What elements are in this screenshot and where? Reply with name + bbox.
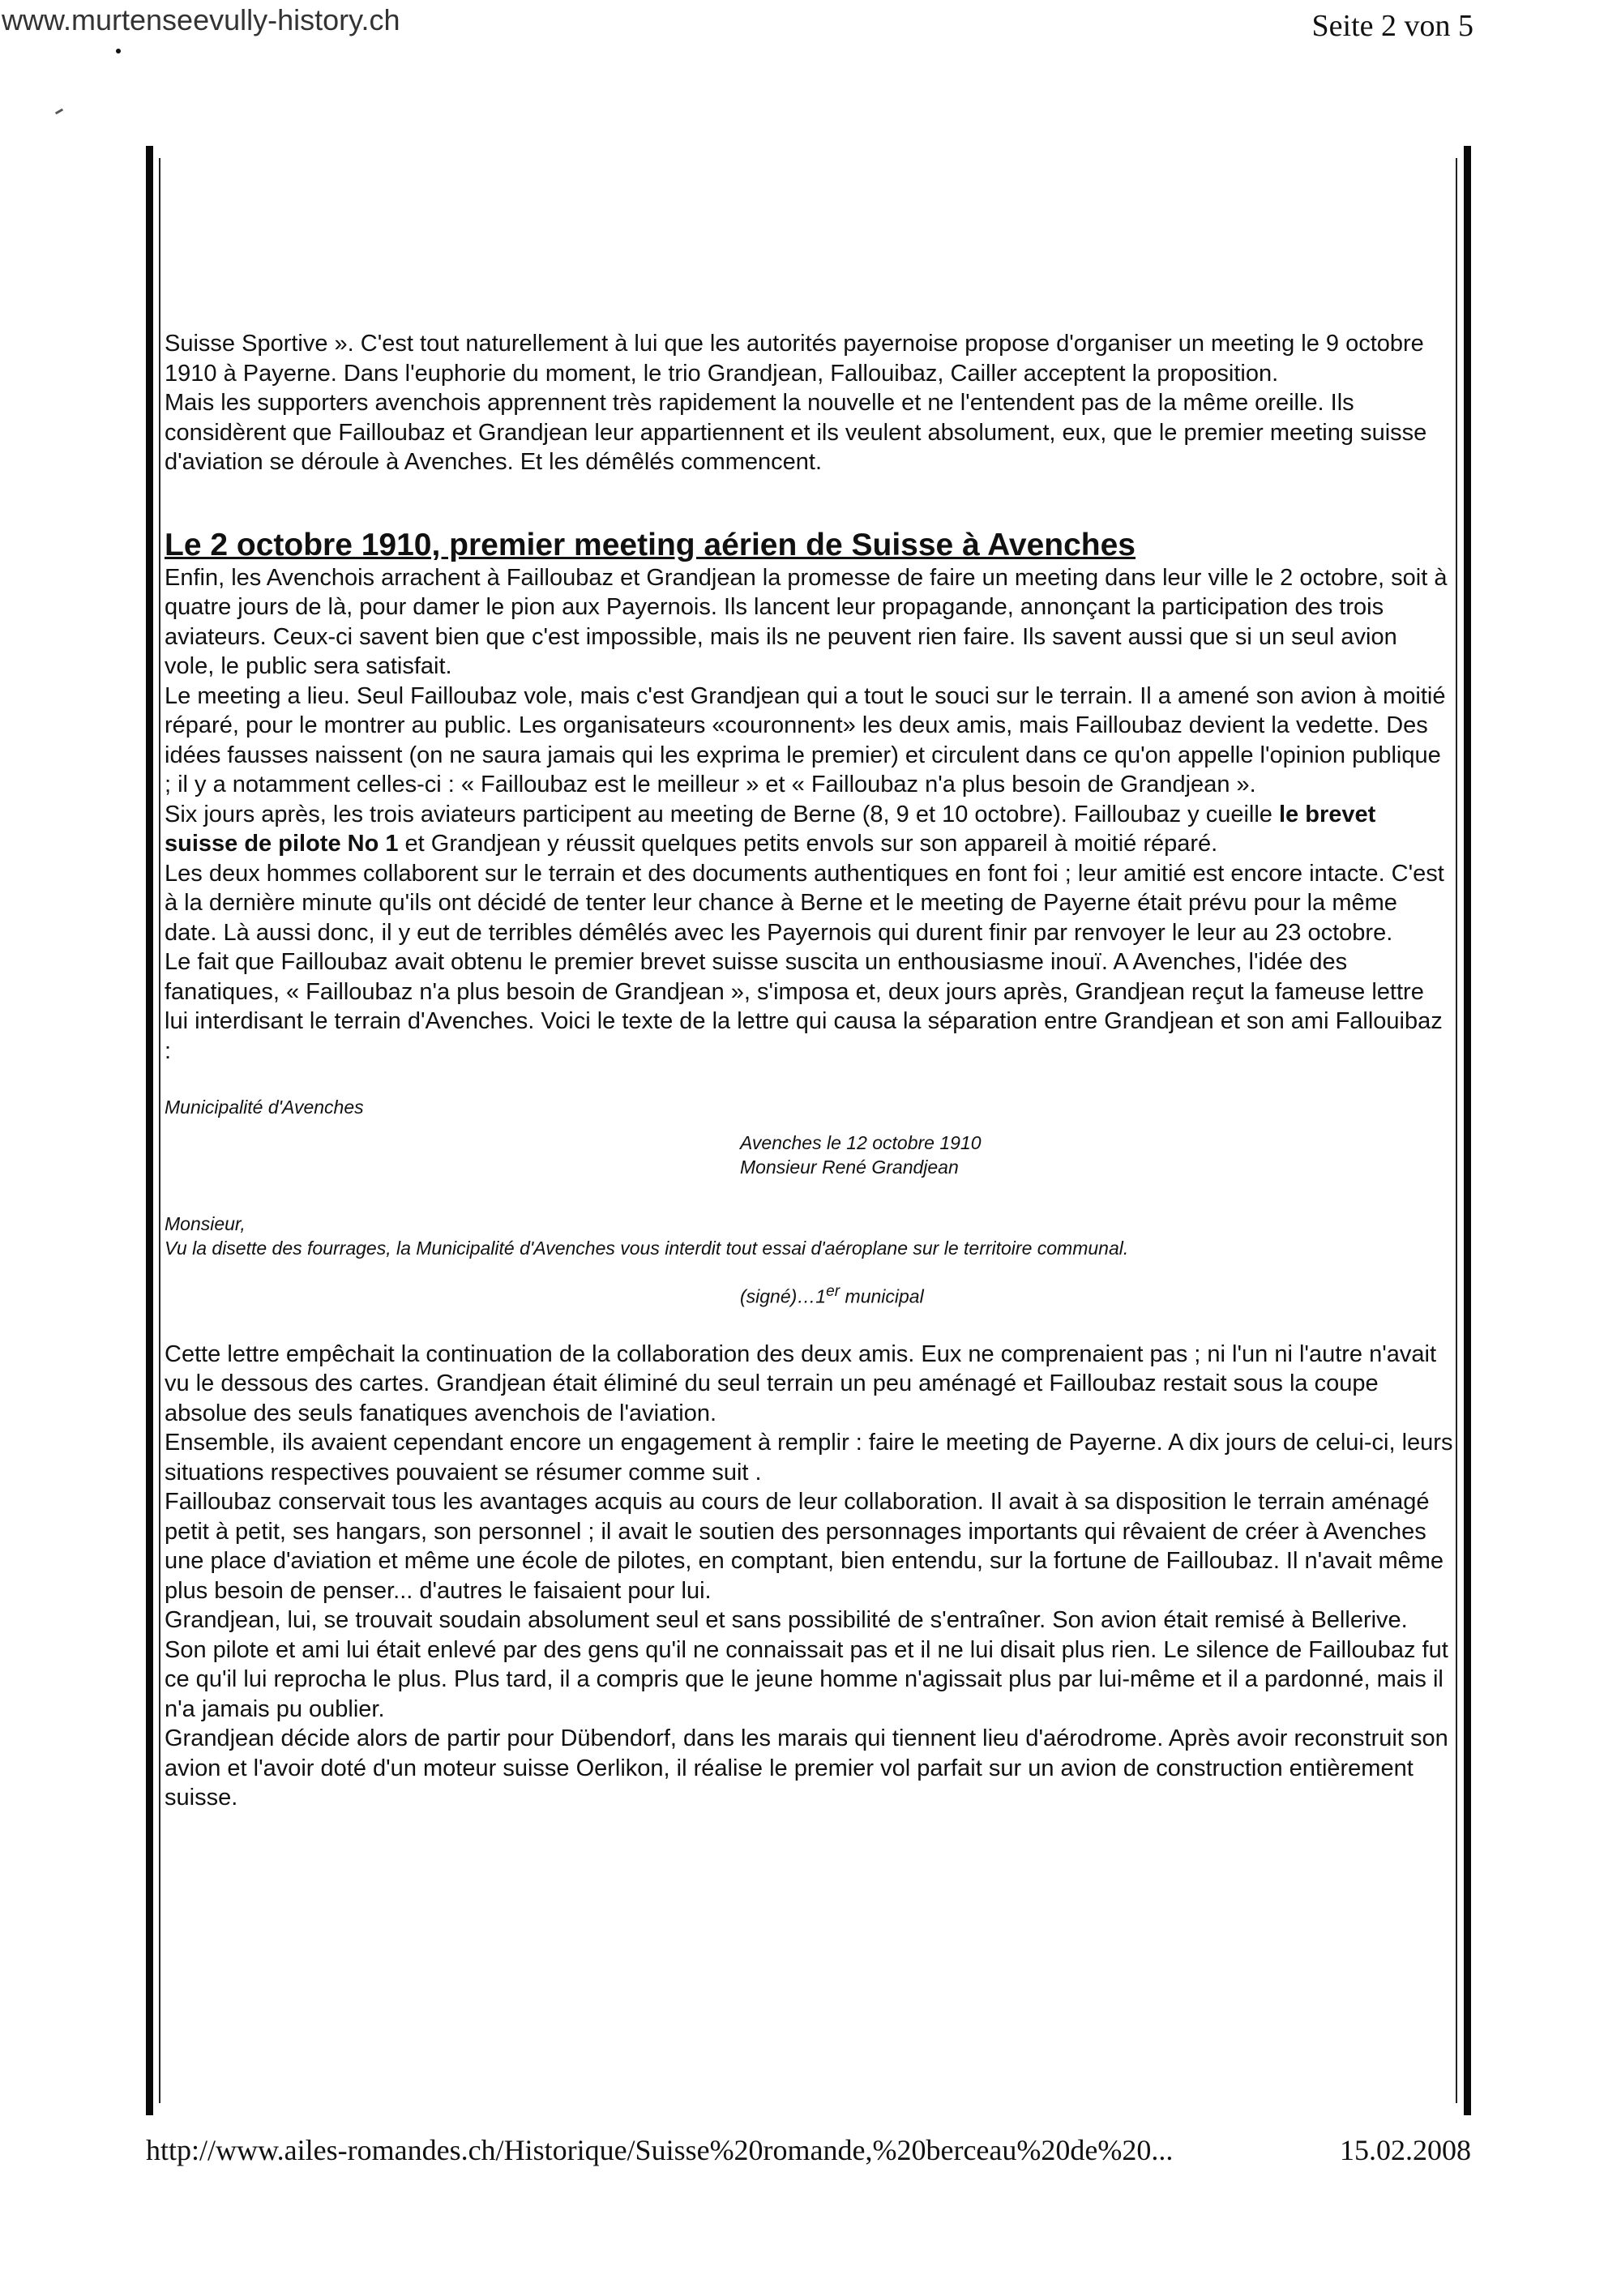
bold-text: le brevet suisse de pilote No 1	[165, 801, 1376, 857]
paragraph: Mais les supporters avenchois apprennent très rapidement la nouvelle et ne l'entendent pas de la même oreille. Ils considèrent que Failloubaz et Grandjean leur appartiennent et ils veulent absolument, eux, que le premier meeting suisse d'aviation se déroule à Avenches. Et les démêlés commencent.	[165, 390, 1427, 475]
paragraph-text: Six jours après, les trois aviateurs participent au meeting de Berne (8, 9 et 10 octobre). Failloubaz y cueille	[165, 801, 1279, 827]
paragraph: Ensemble, ils avaient cependant encore un engagement à remplir : faire le meeting de Payerne. A dix jours de celui-ci, leurs situations respectives pouvaient se résumer comme suit .	[165, 1430, 1453, 1486]
page-number: Seite 2 von 5	[1311, 9, 1473, 43]
letter-signature	[165, 1280, 1453, 1309]
paragraph: Enfin, les Avenchois arrachent à Failloubaz et Grandjean la promesse de faire un meeting dans leur ville le 2 octobre, soit à quatre jours de là, pour damer le pion aux Payernois. Ils lancent leur propagande, annonçant la participation des trois aviateurs. Ceux-ci savent bien que c'est impossible, mais ils ne peuvent rien faire. Ils savent aussi que si un seul avion vole, le public sera satisfait.	[165, 564, 1448, 679]
letter-salutation: Monsieur,	[165, 1213, 246, 1234]
scan-speck	[55, 109, 63, 115]
letter-from: Municipalité d'Avenches	[165, 1097, 364, 1118]
paragraph: Le fait que Failloubaz avait obtenu le premier brevet suisse suscita un enthousiasme inouï. A Avenches, l'idée des fanatiques, « Failloubaz n'a plus besoin de Grandjean », s'imposa et, deux jours après, Grandjean reçut la fameuse lettre lui interdisant le terrain d'Avenches. Voici le texte de la lettre qui causa la séparation entre Grandjean et son ami Fallouibaz :	[165, 949, 1443, 1064]
paragraph: Les deux hommes collaborent sur le terrain et des documents authentiques en font foi ; leur amitié est encore intacte. C'est à la dernière minute qu'ils ont décidé de tenter leur chance à Berne et le meeting de Payerne était prévu pour la même date. Là aussi donc, il y eut de terribles démêlés avec les Payernois qui durent finir par renvoyer le leur au 23 octobre.	[165, 860, 1444, 946]
left-border-bar	[146, 146, 153, 2115]
signature-text: municipal	[840, 1285, 924, 1307]
paragraph: Grandjean, lui, se trouvait soudain absolument seul et sans possibilité de s'entraîner. Son avion était remisé à Bellerive. Son pilote et ami lui était enlevé par des gens qu'il ne connaissait pas et il ne lui disait plus rien. Le silence de Failloubaz fut ce qu'il lui reprocha le plus. Plus tard, il a compris que le jeune homme n'agissait plus par lui-même et il a pardonné, mais il n'a jamais pu oublier.	[165, 1607, 1448, 1722]
letter-date: Avenches le 12 octobre 1910	[740, 1132, 982, 1153]
footer-date: 15.02.2008	[1340, 2134, 1471, 2166]
letter-body: Vu la disette des fourrages, la Municipalité d'Avenches vous interdit tout essai d'aéroplane sur le territoire communal.	[165, 1238, 1129, 1259]
right-border-bar	[1464, 146, 1471, 2115]
scan-speck	[116, 49, 121, 53]
footer-url: http://www.ailes-romandes.ch/Historique/Suisse%20romande,%20berceau%20de%20...	[146, 2134, 1174, 2166]
paragraph: Suisse Sportive ». C'est tout naturellement à lui que les autorités payernoise propose d'organiser un meeting le 9 octobre 1910 à Payerne. Dans l'euphorie du moment, le trio Grandjean, Fallouibaz, Cailler acceptent la proposition.	[165, 331, 1424, 387]
paragraph: Cette lettre empêchait la continuation de la collaboration des deux amis. Eux ne comprenaient pas ; ni l'un ni l'autre n'avait vu le dessous des cartes. Grandjean était éliminé du seul terrain un peu aménagé et Failloubaz restait sous la coupe absolue des seuls fanatiques avenchois de l'aviation.	[165, 1340, 1437, 1426]
section-heading: Le 2 octobre 1910, premier meeting aérien de Suisse à Avenches	[165, 527, 1136, 562]
paragraph: Le meeting a lieu. Seul Failloubaz vole, mais c'est Grandjean qui a tout le souci sur le terrain. Il a amené son avion à moitié réparé, pour le montrer au public. Les organisateurs «couronnent» les deux amis, mais Failloubaz devient la vedette. Des idées fausses naissent (on ne saura jamais qui les exprima le premier) et circulent dans ce qu'on appelle l'opinion publique ; il y a notamment celles-ci : « Failloubaz est le meilleur » et « Failloubaz n'a plus besoin de Grandjean ».	[165, 682, 1446, 797]
left-border-line	[159, 158, 160, 2103]
article-body	[165, 329, 1453, 1813]
paragraph: Failloubaz conservait tous les avantages acquis au cours de leur collaboration. Il avait à sa disposition le terrain aménagé petit à petit, ses hangars, son personnel ; il avait le soutien des personnages importants qui rêvaient de créer à Avenches une place d'aviation et même une école de pilotes, en comptant, bien entendu, sur la fortune de Failloubaz. Il n'avait même plus besoin de penser... d'autres le faisaient pour lui.	[165, 1489, 1444, 1604]
letter-recipient: Monsieur René Grandjean	[740, 1157, 959, 1178]
paragraph: Grandjean décide alors de partir pour Dübendorf, dans les marais qui tiennent lieu d'aérodrome. Après avoir reconstruit son avion et l'avoir doté d'un moteur suisse Oerlikon, il réalise le premier vol parfait sur un avion de construction entièrement suisse.	[165, 1725, 1448, 1811]
signature-text: (signé)…1	[740, 1285, 827, 1307]
paragraph	[165, 800, 1453, 859]
right-border-line	[1456, 158, 1457, 2103]
signature-sup: er	[826, 1283, 840, 1300]
paragraph-text: et Grandjean y réussit quelques petits envols sur son appareil à moitié réparé.	[398, 831, 1218, 857]
header-site-url: www.murtenseevully-history.ch	[2, 3, 400, 36]
